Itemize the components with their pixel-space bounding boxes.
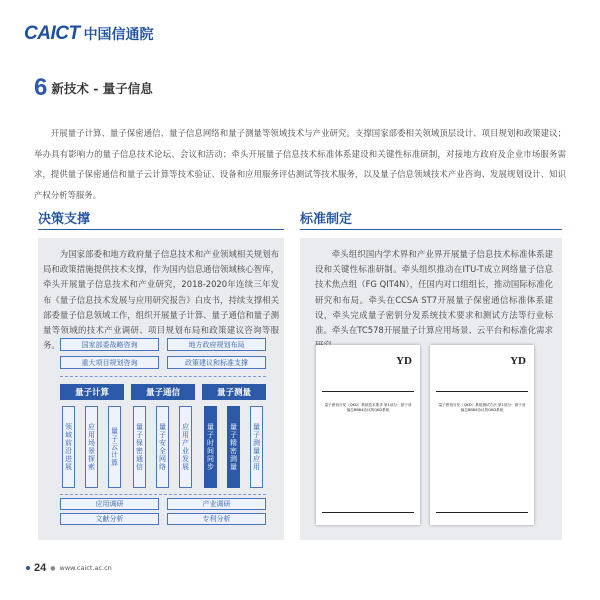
- logo-text-cn: 中国信通院: [83, 27, 154, 43]
- logo-text-en: CAICT: [24, 23, 80, 44]
- domain-quantum-communication: 量子通信: [131, 384, 195, 400]
- standards-text: 牵头组织国内学术界和产业界开展量子信息技术标准体系建设和关键性标准研制。牵头组织推动在ITU-T成立网络量子信息技术焦点组（FG QIT4N），任国内对口组组长，推动国际标准化研究和布局。牵头在CCSA ST7开展量子保密通信标准体系建设，牵头完成量子密钥分发系统技术要求和测试方法等行业标准。牵头在TC578开展量子计算应用场景、云平台和标准化需求: [315, 249, 553, 336]
- intro-paragraph: 开展量子计算、量子保密通信、量子信息网络和量子测量等领域技术与产业研究。支撑国家部委相关领域顶层设计、项目规划和政策建议；举办具有影响力的量子信息技术论坛、会议和活动；牵头开展量子信息技术标准体系建设和关键性标准研制，对接地方政府及企业市场服务需求，提供量子保密通信和量子云计算等技术验证、设备和应用服务评估测试等技术服务，以及量子信息领域技术产业咨询、发展规划设计、知识产权分析等服务。: [34, 128, 566, 200]
- diagram-separator: [60, 376, 266, 377]
- standards-panel: [300, 238, 562, 540]
- diagram-box: 产业调研: [167, 498, 266, 510]
- page-number: 24: [34, 562, 47, 574]
- doc-code: YD: [396, 355, 412, 367]
- doc-rule: [436, 391, 528, 392]
- diagram-separator: [60, 494, 266, 495]
- support-diagram: [52, 332, 274, 526]
- doc-title: 量子密钥分发（QKD）系统测试方法 第1部分：基于诱骗态BB84协议的QKD系统: [438, 403, 526, 412]
- diagram-column: 应用场景探索: [85, 406, 98, 488]
- diagram-column: 量子时间同步: [204, 406, 217, 488]
- diagram-box: 地方政府规划布局: [167, 338, 266, 351]
- doc-rule: [322, 391, 414, 392]
- page-footer: [26, 562, 112, 574]
- doc-rule: [436, 512, 528, 513]
- diagram-column: 量子精密测量: [227, 406, 240, 488]
- standard-document-thumbnail: [430, 345, 534, 525]
- doc-code: YD: [510, 355, 526, 367]
- footer-separator-icon: ●: [50, 564, 56, 572]
- standard-document-thumbnail: [316, 345, 420, 525]
- diagram-box: 应用调研: [60, 498, 159, 510]
- diagram-box: 文献分析: [60, 513, 159, 525]
- doc-rule: [322, 512, 414, 513]
- diagram-column: 量子安全网络: [156, 406, 169, 488]
- footer-url: www.caict.ac.cn: [59, 564, 112, 572]
- right-divider: [300, 229, 562, 230]
- footer-bullet: [26, 566, 30, 570]
- decision-support-title: 决策支撑: [38, 212, 91, 227]
- diagram-column: 量子保密通信: [133, 406, 146, 488]
- diagram-column: 量子云计算: [108, 406, 121, 488]
- doc-title: 量子密钥分发（QKD）系统技术要求 第1部分：基于诱骗态BB84协议的QKD系统: [324, 403, 412, 412]
- standards-title: 标准制定: [300, 212, 353, 227]
- diagram-box: 重大项目规划咨询: [60, 356, 159, 369]
- domain-quantum-computing: 量子计算: [60, 384, 124, 400]
- diagram-box: 专利分析: [167, 513, 266, 525]
- diagram-column: 领域前沿进展: [62, 406, 75, 488]
- diagram-column: 量子测量应用: [250, 406, 263, 488]
- diagram-column: 应用产业发展: [179, 406, 192, 488]
- decision-support-panel: [38, 238, 284, 540]
- decision-support-text: 为国家部委和地方政府量子信息技术和产业领域相关规划布局和政策措施提供技术支撑，作为国内信息通信领域核心智库，牵头开展量子信息技术和产业研究，2018-2020年连续三年发布《量子信息技术发展与应用研究报告》白皮书，持续支撑相关部委量子信息领域工作，组织开展量子计算、量子通信和量子测量等领域的技术产业调研、项目规划布局和政策建议咨询等服务。: [43, 249, 279, 351]
- section-title: [34, 76, 153, 100]
- diagram-box: 政策建议和标准支撑: [167, 356, 266, 369]
- caict-logo: [24, 24, 154, 44]
- section-heading: 新技术 - 量子信息: [51, 81, 153, 96]
- diagram-box: 国家部委战略咨询: [60, 338, 159, 351]
- left-divider: [38, 229, 284, 230]
- section-number: 6: [34, 74, 48, 101]
- domain-quantum-measurement: 量子测量: [202, 384, 266, 400]
